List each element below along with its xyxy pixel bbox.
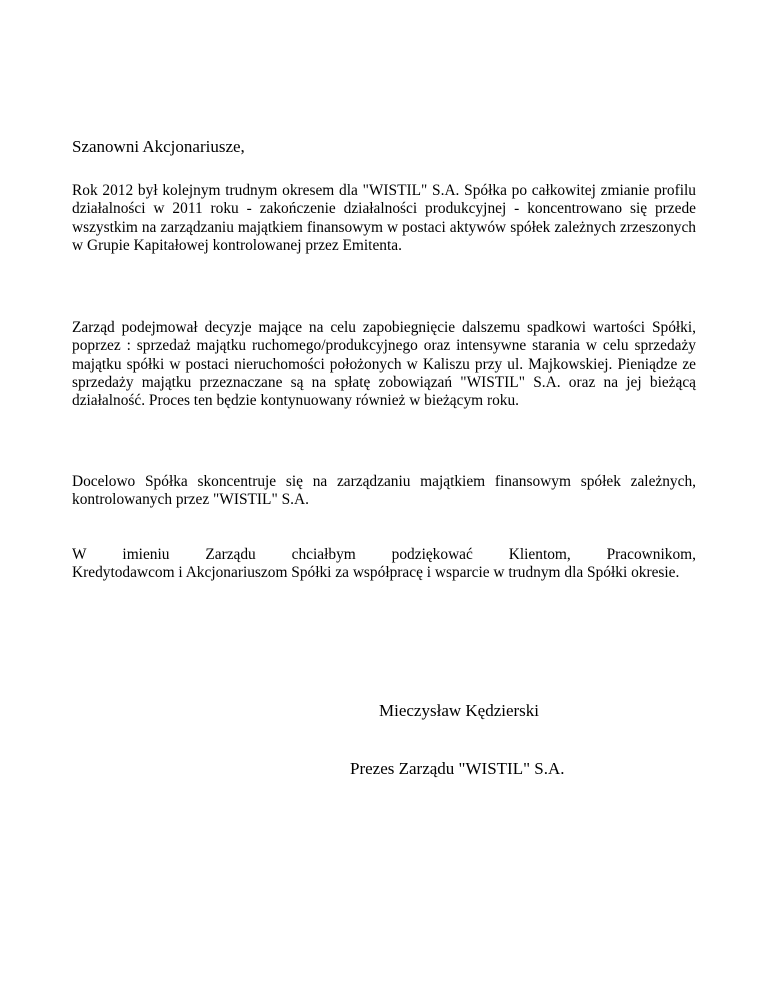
signature-name: Mieczysław Kędzierski	[379, 701, 540, 720]
paragraph-4-rest: Kredytodawcom i Akcjonariuszom Spółki za współpracę i wsparcie w trudnym dla Spółki okresie.	[72, 564, 680, 582]
signature-title: Prezes Zarządu "WISTIL" S.A.	[350, 759, 565, 778]
salutation: Szanowni Akcjonariusze,	[72, 137, 245, 156]
paragraph-4	[72, 546, 696, 583]
p4-word: podziękować	[391, 546, 473, 563]
p4-word: Zarządu	[205, 546, 256, 563]
p4-word: imieniu	[122, 546, 170, 563]
p4-word: Pracownikom,	[606, 546, 696, 563]
p4-word: W	[72, 546, 87, 563]
paragraph-2: Zarząd podejmował decyzje mające na celu zapobiegnięcie dalszemu spadkowi wartości Spółki, poprzez : sprzedaż majątku ruchomego/produkcyjnego oraz intensywne starania w celu sprzedaży majątku spółki w postaci nieruchomości położonych w Kaliszu przy ul. Majkowskiej. Pieniądze ze sprzedaży majątku przeznaczane są na spłatę zobowiązań "WISTIL" S.A. oraz na jej bieżącą działalność. Proces ten będzie kontynuowany również w bieżącym roku.	[72, 319, 696, 410]
paragraph-4-first-line	[72, 546, 696, 564]
p4-word: Klientom,	[508, 546, 571, 563]
paragraph-1: Rok 2012 był kolejnym trudnym okresem dla "WISTIL" S.A. Spółka po całkowitej zmianie profilu działalności w 2011 roku - zakończenie działalności produkcyjnej - koncentrowano się przede wszystkim na zarządzaniu majątkiem finansowym w postaci aktywów spółek zależnych zrzeszonych w Grupie Kapitałowej kontrolowanej przez Emitenta.	[72, 182, 696, 254]
paragraph-3: Docelowo Spółka skoncentruje się na zarządzaniu majątkiem finansowym spółek zależnych, kontrolowanych przez "WISTIL" S.A.	[72, 473, 696, 509]
p4-word: chciałbym	[291, 546, 356, 563]
